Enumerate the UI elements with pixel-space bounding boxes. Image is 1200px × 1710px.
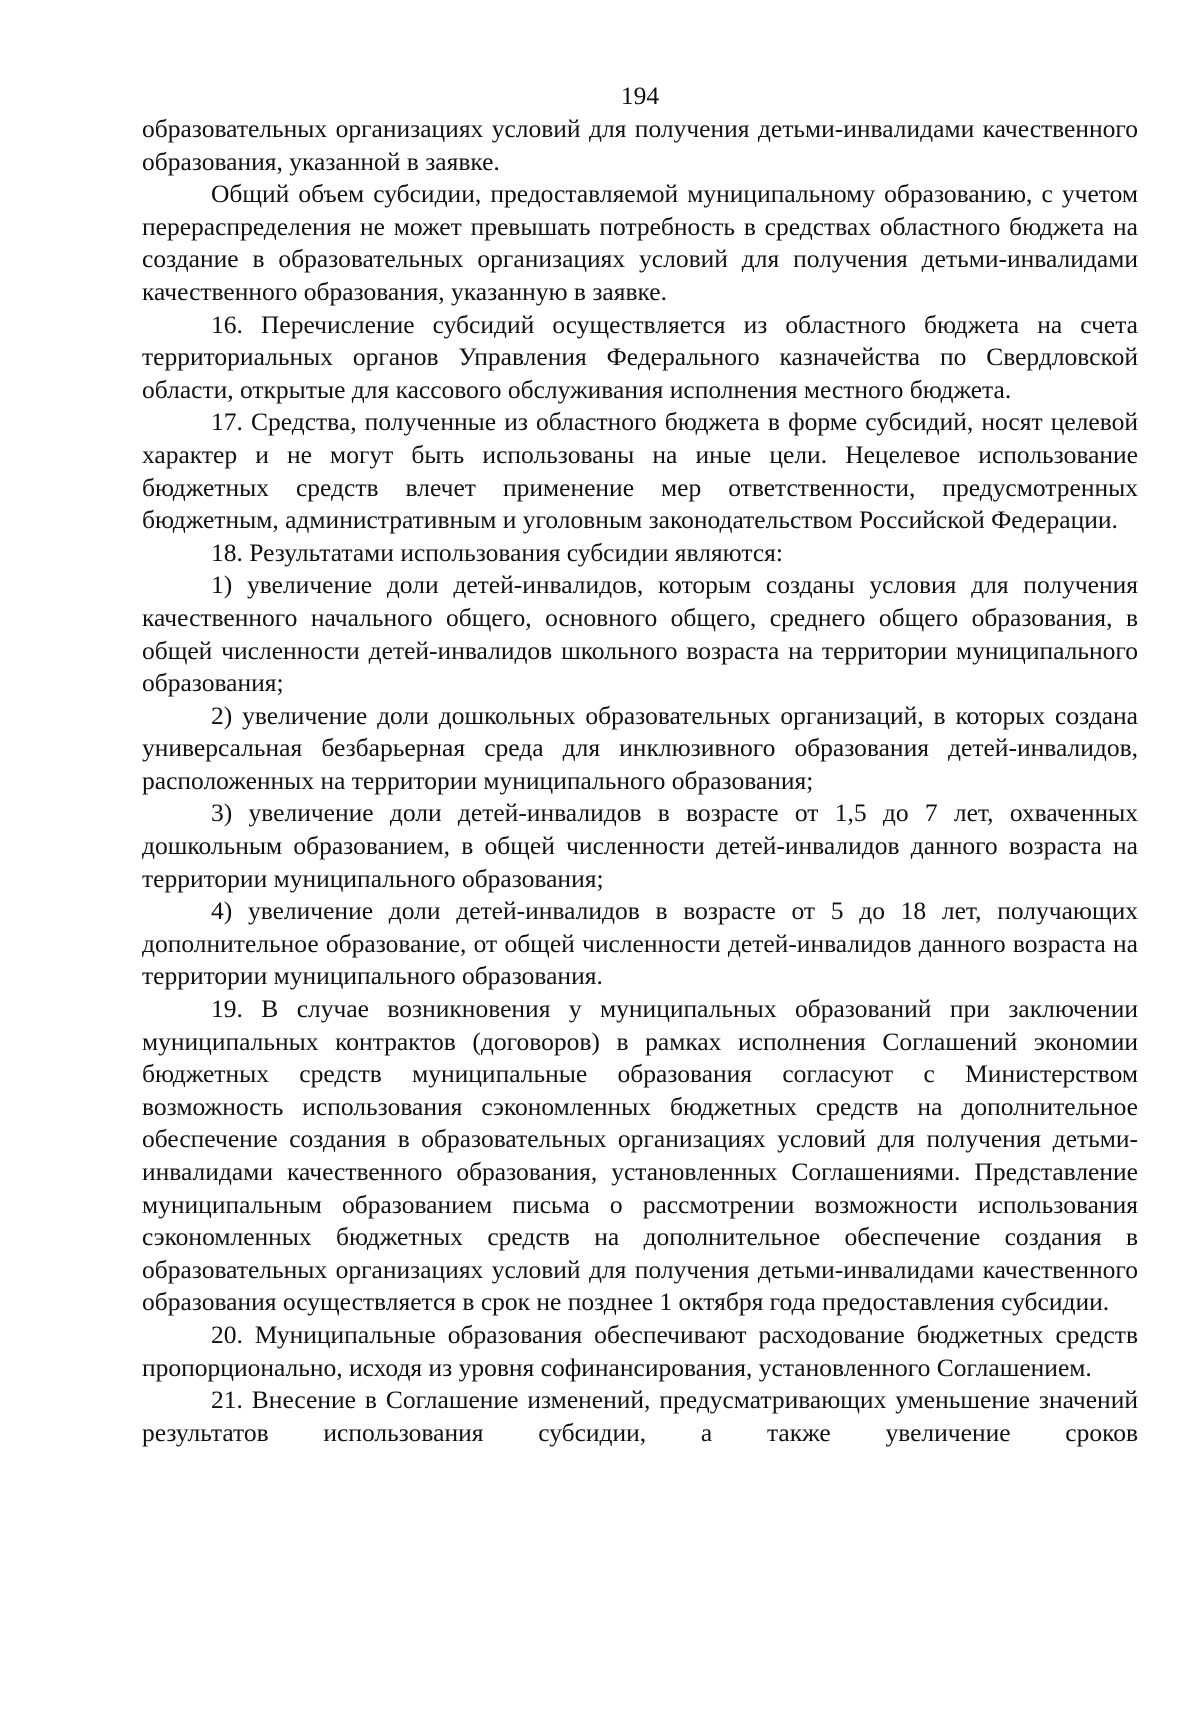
paragraph-4: 17. Средства, полученные из областного бюджета в форме субсидий, носят целевой характер и не могут быть использованы на иные цели. Нецелевое использование бюджетных средств влечет применение мер ответственности, предусмотренных бюджетным, административным и уголовным законодательством Российской Федерации. <box>142 407 1138 535</box>
paragraph-1: образовательных организациях условий для получения детьми-инвалидами качественного образования, указанной в заявке. <box>142 114 1138 176</box>
paragraph-10: 19. В случае возникновения у муниципальных образований при заключении муниципальных контрактов (договоров) в рамках исполнения Соглашений экономии бюджетных средств муниципальные образования согласуют с Министерством возможность использования сэкономленных бюджетных средств на дополнительное обеспечение создания в образовательных организациях условий для получения детьми-инвалидами качественного образования, установленных Соглашениями. Представление муниципальным образованием письма о рассмотрении возможности использования сэкономленных бюджетных средств на дополнительное обеспечение создания в образовательных организациях условий для получения детьми-инвалидами качественного образования осуществляется в срок не позднее 1 октября года предоставления субсидии. <box>142 994 1138 1317</box>
paragraph-12: 21. Внесение в Соглашение изменений, предусматривающих уменьшение значений результатов использования субсидии, а также увеличение сроков <box>142 1385 1138 1447</box>
document-page <box>142 80 1138 1449</box>
paragraph-2: Общий объем субсидии, предоставляемой муниципальному образованию, с учетом перераспределения не может превышать потребность в средствах областного бюджета на создание в образовательных организациях условий для получения детьми-инвалидами качественного образования, указанную в заявке. <box>142 179 1138 306</box>
paragraph-11: 20. Муниципальные образования обеспечивают расходование бюджетных средств пропорционально, исходя из уровня софинансирования, установленного Соглашением. <box>142 1319 1138 1382</box>
page-number: 194 <box>620 81 660 110</box>
paragraph-9: 4) увеличение доли детей-инвалидов в возрасте от 5 до 18 лет, получающих дополнительное образование, от общей численности детей-инвалидов данного возраста на территории муниципального образования. <box>142 896 1138 991</box>
paragraph-3: 16. Перечисление субсидий осуществляется из областного бюджета на счета территориальных органов Управления Федерального казначейства по Свердловской области, открытые для кассового обслуживания исполнения местного бюджета. <box>142 309 1138 404</box>
paragraph-7: 2) увеличение доли дошкольных образовательных организаций, в которых создана универсальная безбарьерная среда для инклюзивного образования детей-инвалидов, расположенных на территории муниципального образования; <box>142 700 1138 795</box>
paragraph-5: 18. Результатами использования субсидии являются: <box>211 537 783 567</box>
document-body <box>142 113 1138 1449</box>
paragraph-8: 3) увеличение доли детей-инвалидов в возрасте от 1,5 до 7 лет, охваченных дошкольным образованием, в общей численности детей-инвалидов данного возраста на территории муниципального образования; <box>142 798 1138 893</box>
paragraph-6: 1) увеличение доли детей-инвалидов, которым созданы условия для получения качественного начального общего, основного общего, среднего общего образования, в общей численности детей-инвалидов школьного возраста на территории муниципального образования; <box>142 570 1138 698</box>
